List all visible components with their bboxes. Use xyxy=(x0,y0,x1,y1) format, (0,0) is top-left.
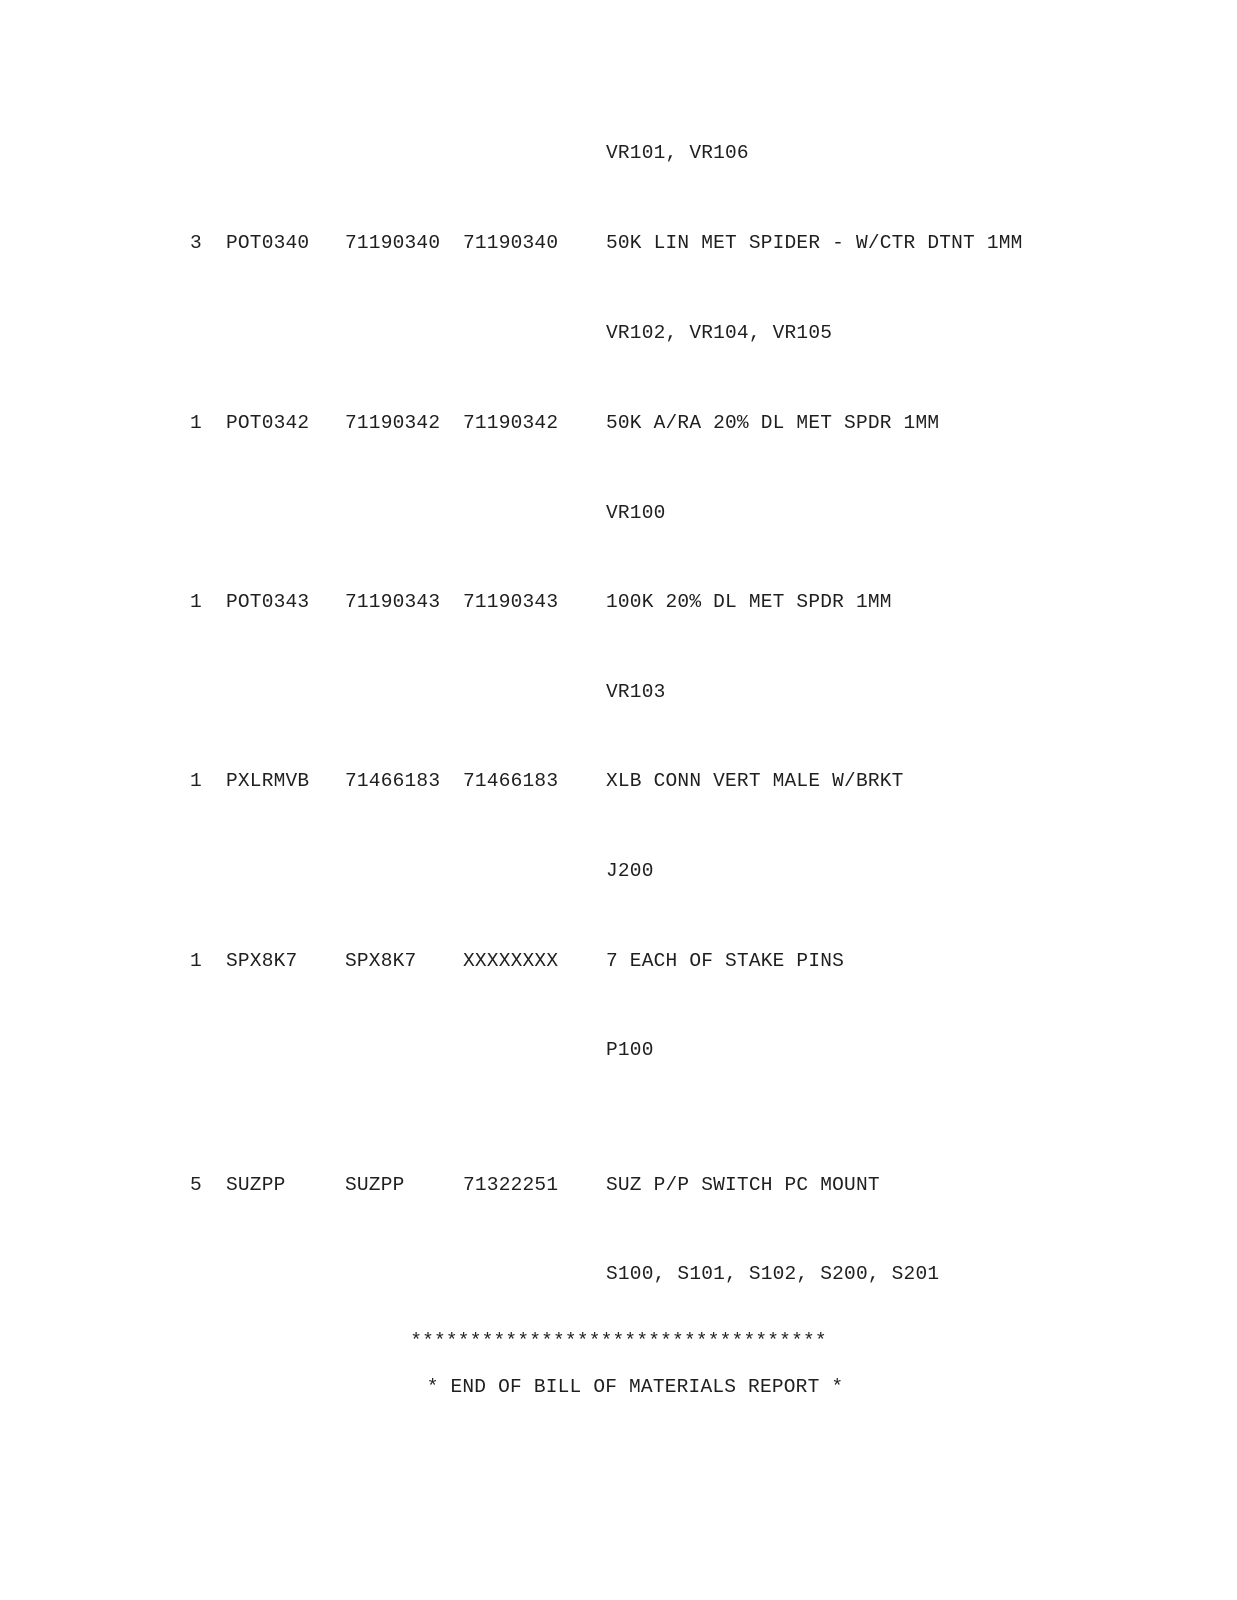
item-qty: 1 xyxy=(190,591,202,613)
item-part-number: POT0343 xyxy=(226,591,310,613)
item-part-number: SUZPP xyxy=(226,1174,286,1196)
item-part-code-2: XXXXXXXX xyxy=(463,950,559,972)
item-description: 7 EACH OF STAKE PINS xyxy=(606,950,845,972)
item-qty: 5 xyxy=(190,1174,202,1196)
item-description: 50K A/RA 20% DL MET SPDR 1MM xyxy=(606,412,940,434)
item-part-code-2: 71190343 xyxy=(463,591,559,613)
item-part-code-1: 71190343 xyxy=(345,591,441,613)
end-report-separator: *********************************** xyxy=(410,1330,827,1352)
item-qty: 3 xyxy=(190,232,202,254)
item-part-code-2: 71190342 xyxy=(463,412,559,434)
item-qty: 1 xyxy=(190,950,202,972)
item-part-number: SPX8K7 xyxy=(226,950,298,972)
item-part-number: POT0340 xyxy=(226,232,310,254)
item-description: 50K LIN MET SPIDER - W/CTR DTNT 1MM xyxy=(606,232,1023,254)
item-part-number: PXLRMVB xyxy=(226,770,310,792)
item-refdes: P100 xyxy=(606,1039,654,1061)
item-qty: 1 xyxy=(190,770,202,792)
item-qty: 1 xyxy=(190,412,202,434)
refdes-line: VR101, VR106 xyxy=(606,142,749,164)
item-part-code-1: SUZPP xyxy=(345,1174,405,1196)
item-refdes: VR100 xyxy=(606,502,666,524)
item-part-code-1: SPX8K7 xyxy=(345,950,417,972)
item-part-code-1: 71190340 xyxy=(345,232,441,254)
end-report-text: * END OF BILL OF MATERIALS REPORT * xyxy=(426,1376,844,1398)
item-refdes: J200 xyxy=(606,860,654,882)
item-description: SUZ P/P SWITCH PC MOUNT xyxy=(606,1174,880,1196)
item-description: 100K 20% DL MET SPDR 1MM xyxy=(606,591,892,613)
item-part-code-1: 71190342 xyxy=(345,412,441,434)
item-part-code-2: 71466183 xyxy=(463,770,559,792)
item-refdes: S100, S101, S102, S200, S201 xyxy=(606,1263,940,1285)
item-part-number: POT0342 xyxy=(226,412,310,434)
item-part-code-1: 71466183 xyxy=(345,770,441,792)
item-refdes: VR102, VR104, VR105 xyxy=(606,322,833,344)
item-part-code-2: 71190340 xyxy=(463,232,559,254)
item-refdes: VR103 xyxy=(606,681,666,703)
item-part-code-2: 71322251 xyxy=(463,1174,559,1196)
item-description: XLB CONN VERT MALE W/BRKT xyxy=(606,770,904,792)
